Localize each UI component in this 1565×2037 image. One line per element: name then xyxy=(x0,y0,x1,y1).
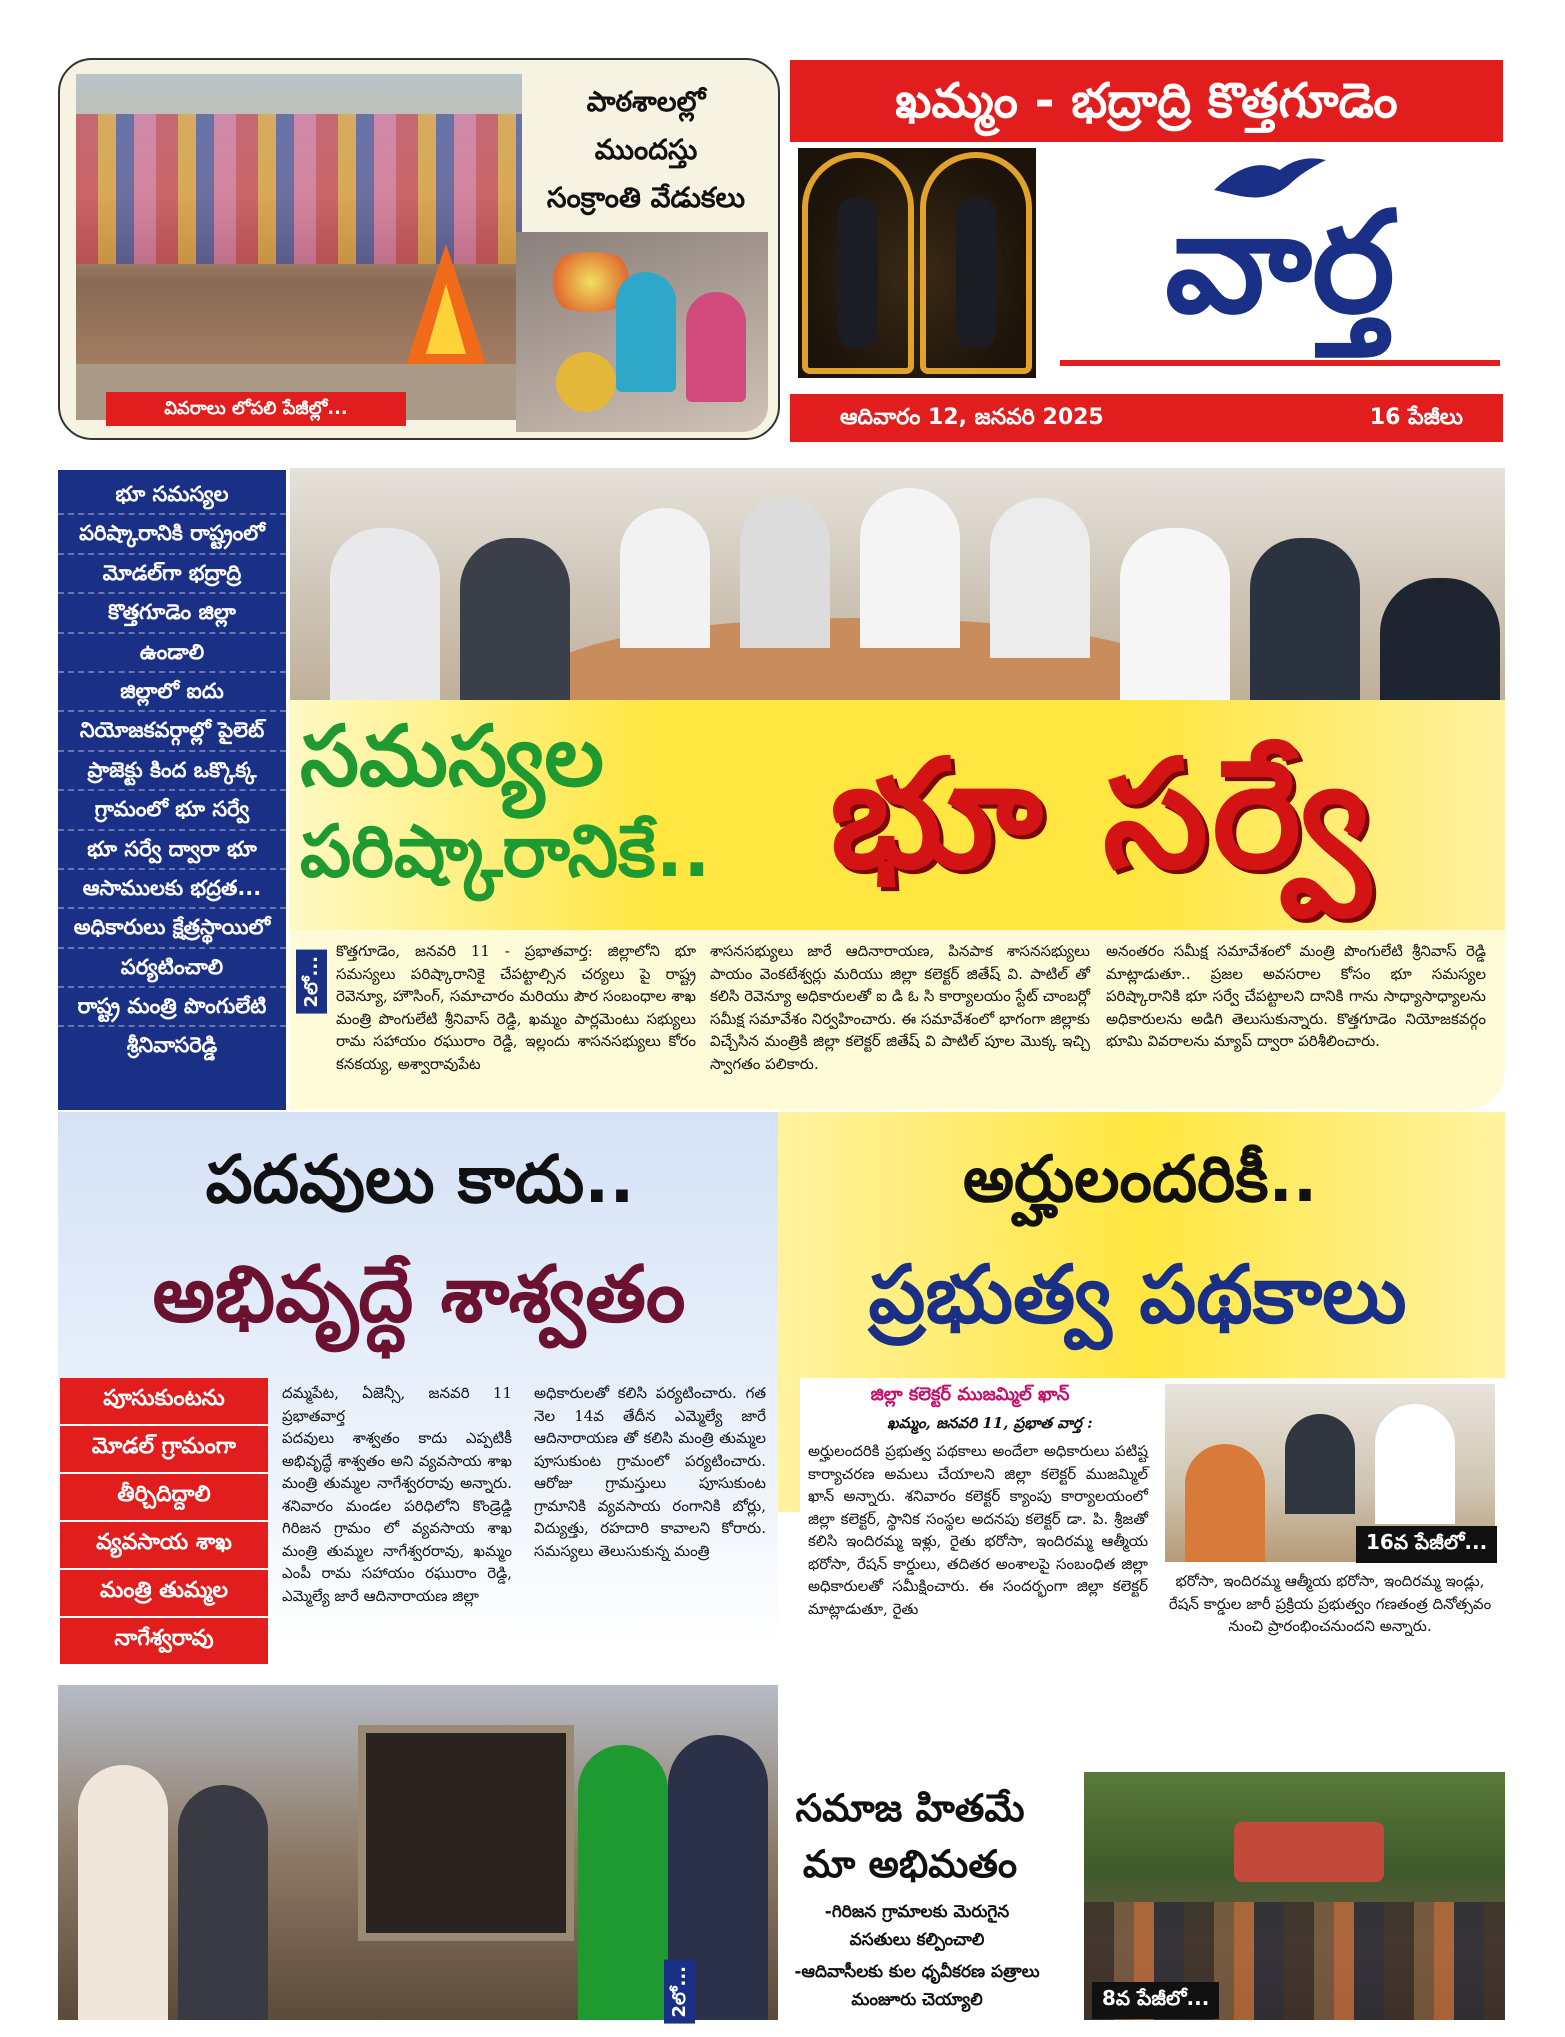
date-bar xyxy=(790,394,1503,442)
temple-deity-image xyxy=(798,148,1036,378)
sidebar-point: అధికారులు క్షేత్రస్థాయిలో xyxy=(58,909,286,948)
sidebar-point: తీర్చిదిద్దాలి xyxy=(60,1474,268,1522)
land-survey-col-1: కొత్తగూడెం, జనవరి 11 - ప్రభాతవార్త: జిల్లాలోని భూ సమస్యలు పరిష్కారానికై చేపట్టాల్సిన చర్యలు పై రాష్ట్ర రెవెన్యూ, హౌసింగ్, సమాచారం మరియు పౌర సంబంధాల శాఖ మంత్రి పొంగులేటి శ్రీనివాస్ రెడ్డి, ఖమ్మం పార్లమెంటు సభ్యులు రామ సహాయం రఘురాం రెడ్డి, ఇల్లందు శాసనసభ్యులు కోరం కనకయ్య, అశ్వారావుపేట xyxy=(336,942,696,1073)
land-survey-sidebar xyxy=(58,470,286,1110)
sidebar-point: ఉండాలి xyxy=(58,634,286,673)
land-survey-col-3: అనంతరం సమీక్ష సమావేశంలో మంత్రి పొంగులేటి శ్రీనివాస్ రెడ్డి మాట్లాడుతూ.. ప్రజల అవసరాల కోసం భూ సమస్యల పరిష్కారానికి భూ సర్వే చేపట్టాలని దానికి గాను సాధ్యాసాధ్యాలను అధికారులను అడిగి తెలుసుకున్నారు. కొత్తగూడెం నియోజకవర్గం భూమి వివరాలను మ్యాప్ ద్వారా పరిశీలించారు. xyxy=(1106,942,1486,1050)
teaser-photo-bonfire xyxy=(76,74,522,420)
development-headline-2: అభివృద్ధే శాశ్వతం xyxy=(152,1250,686,1340)
land-survey-col-2: శాసనసభ్యులు జారే ఆదినారాయణ, పినపాక శాసనసభ్యులు పాయం వెంకటేశ్వర్లు మరియు జిల్లా కలెక్టర్ జితేష్ వి. పాటిల్ తో కలిసి రెవెన్యూ అధికారులతో ఐ డి ఓ సి కార్యాలయం స్టేట్ చాంబర్లో సమీక్ష సమావేశం నిర్వహించారు. ఈ సమావేశంలో భాగంగా జిల్లాకు విచ్చేసిన మంత్రికి జిల్లా కలెక్టర్ జితేష్ వి పాటిల్ పూల మొక్క ఇచ్చి స్వాగతం పలికారు. xyxy=(710,942,1090,1073)
teaser-title-line: పాఠశాలల్లో xyxy=(586,85,706,118)
sidebar-point: రాష్ట్ర మంత్రి పొంగులేటి xyxy=(58,988,286,1027)
sidebar-point: పర్యటించాలి xyxy=(58,949,286,988)
development-col-1: దమ్మపేట, ఏజెన్సీ, జనవరి 11 ప్రభాతవార్త పదవులు శాశ్వతం కాదు ఎప్పటికీ అభివృద్ధే శాశ్వతం అని వ్యవసాయ శాఖ మంత్రి తుమ్మల నాగేశ్వరరావు అన్నారు. శనివారం మండల పరిధిలోని కొండ్రెడ్డి గిరిజన గ్రామం లో వ్యవసాయ శాఖ మంత్రి తుమ్మల నాగేశ్వరరావు, ఖమ్మం ఎంపీ రామ సహాయం రఘురాం రెడ్డి, ఎమ్మెల్యే జారే ఆదినారాయణ జిల్లా xyxy=(282,1384,512,1605)
page-count: 16 పేజీలు xyxy=(1369,405,1463,430)
sidebar-point: జిల్లాలో ఐదు xyxy=(58,673,286,712)
sidebar-point: పూసుకుంటను xyxy=(60,1378,268,1426)
land-survey-continued-tag[interactable]: 2లో... xyxy=(296,950,327,1014)
sidebar-point: పరిష్కారానికి రాష్ట్రంలో xyxy=(58,515,286,554)
issue-date: ఆదివారం 12, జనవరి 2025 xyxy=(840,405,1104,430)
headline-green-2: పరిష్కారానికే.. xyxy=(300,809,711,893)
development-headline-1: పదవులు కాదు.. xyxy=(205,1141,635,1218)
schemes-byline: జిల్లా కలెక్టర్ ముజమ్మిల్ ఖాన్ xyxy=(870,1384,1070,1405)
teaser-more-label[interactable]: వివరాలు లోపలి పేజీల్లో... xyxy=(106,392,406,426)
social-point-2: -ఆదివాసీలకు కుల ధృవీకరణ పత్రాలు మంజూరు చెయ్యాలి xyxy=(794,1962,1040,2010)
social-headline-2: మా అభిమతం xyxy=(802,1842,1018,1886)
review-meeting-photo xyxy=(290,468,1505,738)
sidebar-point: ఆసాములకు భద్రత... xyxy=(58,870,286,909)
logo-text: వార్త xyxy=(1165,182,1395,345)
sidebar-point: భూ సమస్యల xyxy=(58,476,286,515)
development-continued-tag[interactable]: 2లో... xyxy=(664,1960,695,2024)
sidebar-point: గ్రామంలో భూ సర్వే xyxy=(58,791,286,830)
teaser-title xyxy=(522,78,770,222)
development-sidebar xyxy=(60,1378,268,1664)
sidebar-point: నాగేశ్వరావు xyxy=(114,1626,214,1651)
sidebar-point: ప్రాజెక్టు కింద ఒక్కొక్క xyxy=(58,752,286,791)
sidebar-point: శ్రీనివాసరెడ్డి xyxy=(126,1033,218,1058)
schemes-headline-1: అర్హులందరికీ.. xyxy=(962,1143,1318,1217)
teaser-photo-rangoli xyxy=(516,232,768,432)
sidebar-point: మోడల్ గ్రామంగా xyxy=(60,1426,268,1474)
schemes-dateline: ఖమ్మం, జనవరి 11, ప్రభాత వార్త : xyxy=(887,1414,1093,1432)
newspaper-logo xyxy=(1060,150,1500,380)
headline-red: భూ సర్వే xyxy=(830,728,1374,902)
social-headline-1: సమాజ హితమే xyxy=(795,1786,1025,1830)
sidebar-point: భూ సర్వే ద్వారా భూ xyxy=(58,831,286,870)
sidebar-point: మోడల్‌గా భద్రాద్రి xyxy=(58,555,286,594)
schemes-headline-2: ప్రభుత్వ పథకాలు xyxy=(868,1248,1407,1341)
social-photo-tag[interactable]: 8వ పేజీలో... xyxy=(1092,1982,1219,2019)
schemes-caption: భరోసా, ఇందిరమ్మ ఆత్మీయ భరోసా, ఇందిరమ్మ ఇండ్లు, రేషన్ కార్డుల జారీ ప్రక్రియ ప్రభుత్వం గణతంత్ర దినోత్సవం నుంచి ప్రారంభించనుందని అన్నారు. xyxy=(1168,1572,1492,1635)
social-point-1: -గిరిజన గ్రామాలకు మెరుగైన వసతులు కల్పించాలి xyxy=(824,1902,1010,1950)
sidebar-point: కొత్తగూడెం జిల్లా xyxy=(58,594,286,633)
schemes-photo-tag[interactable]: 16వ పేజీలో... xyxy=(1356,1526,1497,1563)
sidebar-point: నియోజకవర్గాల్లో పైలెట్ xyxy=(58,712,286,751)
teaser-title-line: సంక్రాంతి వేడుకలు xyxy=(546,181,746,214)
schemes-body: అర్హులందరికి ప్రభుత్వ పథకాలు అందేలా అధికారులు పటిష్ట కార్యాచరణ అమలు చేయాలని జిల్లా కలెక్టర్ ముజమ్మిల్ ఖాన్ అన్నారు. శనివారం కలెక్టర్ క్యాంపు కార్యాలయంలో జిల్లా కలెక్టర్, స్థానిక సంస్థల అదనపు కలెక్టర్ డా. పి. శ్రీజతో కలిసి ఇందిరమ్మ ఇళ్లు, రైతు భరోసా, ఇందిరమ్మ ఆత్మీయ భరోసా, రేషన్ కార్డులు, తదితర అంశాలపై సంబంధిత జిల్లా అధికారులతో సమీక్షించారు. ఈ సందర్భంగా జిల్లా కలెక్టర్ మాట్లాడుతూ, రైతు xyxy=(808,1442,1148,1618)
sidebar-point: వ్యవసాయ శాఖ xyxy=(60,1522,268,1570)
teaser-title-line: ముందస్తు xyxy=(594,133,698,166)
development-col-2: అధికారులతో కలిసి పర్యటించారు. గత నెల 14వ తేదీన ఎమ్మెల్యే జారే ఆదినారాయణ తో కలిసి మంత్రి తుమ్మల పూసుకుంట గ్రామంలో పర్యటించారు. ఆరోజు గ్రామస్తులు పూసుకుంట గ్రామానికి వ్యవసాయ రంగానికి బోర్లు, విద్యుత్తు, రహదారి కావాలని కోరారు. సమస్యలు తెలుసుకున్న మంత్రి xyxy=(534,1384,766,1560)
region-banner: ఖమ్మం - భద్రాద్రి కొత్తగూడెం xyxy=(790,60,1503,142)
headline-green-1: సమస్యల xyxy=(300,707,604,805)
sidebar-point: మంత్రి తుమ్మల xyxy=(60,1570,268,1618)
